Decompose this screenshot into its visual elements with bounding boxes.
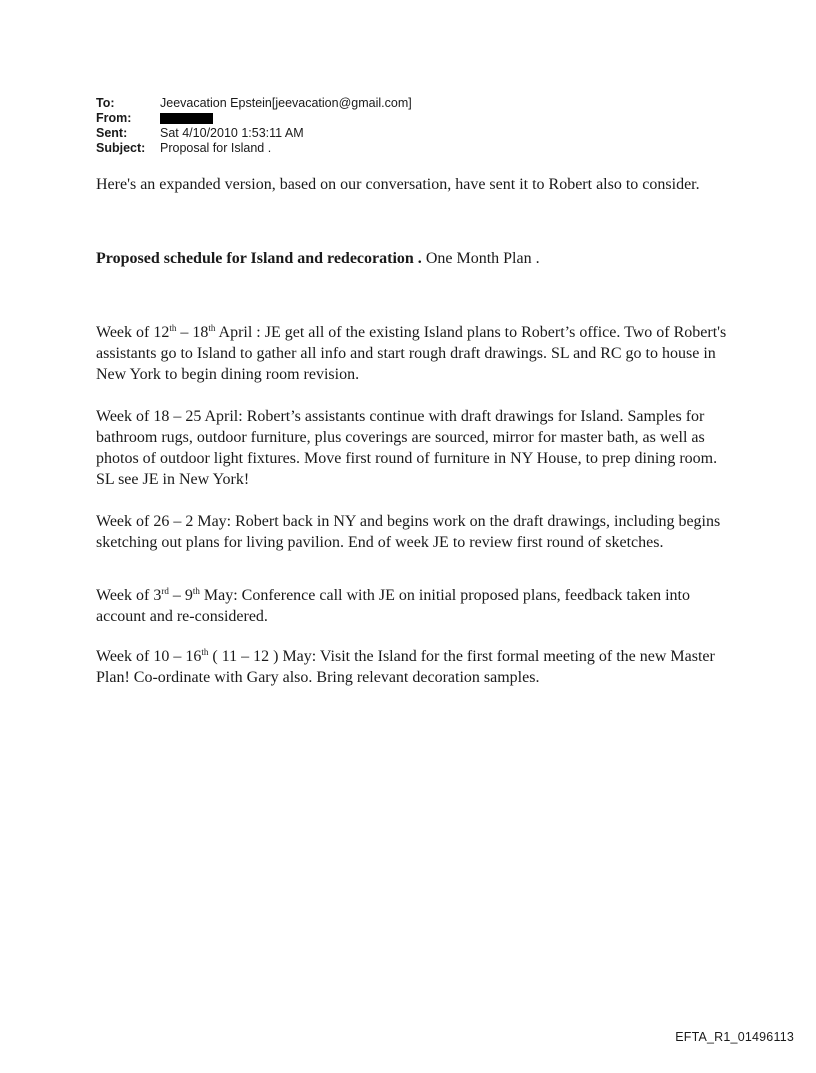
intro-paragraph: Here's an expanded version, based on our conversation, have sent it to Robert also to consider.	[96, 176, 700, 193]
week-1-sup-1: th	[169, 323, 177, 333]
subject-value: Proposal for Island .	[160, 141, 272, 155]
sent-label: Sent:	[96, 126, 128, 140]
plan-title-rest: One Month Plan .	[425, 250, 540, 267]
sent-value: Sat 4/10/2010 1:53:11 AM	[160, 126, 304, 140]
to-label: To:	[96, 96, 115, 110]
week-paragraph-3: Week of 26 – 2 May: Robert back in NY and begins work on the draft drawings, including begins sketching out plans for living pavilion. End of week JE to review first round of sketches.	[96, 513, 721, 551]
week-4-start: Week of 3	[96, 587, 162, 604]
plan-title-bold: Proposed schedule for Island and redecoration .	[96, 250, 422, 267]
week-paragraph-1	[96, 322, 736, 385]
week-paragraph-4	[96, 585, 736, 627]
week-4-mid: – 9	[168, 587, 193, 604]
week-5-sup-1: th	[201, 647, 209, 657]
week-4-sup-1: rd	[161, 586, 169, 596]
email-header	[96, 96, 412, 156]
subject-row	[96, 141, 412, 156]
redaction-bar	[160, 113, 213, 124]
week-1-start: Week of 12	[96, 324, 170, 341]
subject-label: Subject:	[96, 141, 146, 155]
to-row	[96, 96, 412, 111]
week-5-text: ( 11 – 12 ) May: Visit the Island for the first formal meeting of the new Master Plan! Co-ordinate with Gary also. Bring relevant decoration samples.	[96, 648, 715, 686]
week-paragraph-5	[96, 646, 736, 688]
sent-row	[96, 126, 412, 141]
week-4-sup-2: th	[192, 586, 200, 596]
document-id: EFTA_R1_01496113	[675, 1030, 794, 1044]
plan-title	[96, 248, 736, 269]
to-value: Jeevacation Epstein[jeevacation@gmail.com]	[160, 96, 412, 110]
week-1-sup-2: th	[208, 323, 216, 333]
week-4-text: May: Conference call with JE on initial proposed plans, feedback taken into account and re-considered.	[96, 587, 690, 625]
week-1-mid: – 18	[176, 324, 209, 341]
week-5-start: Week of 10 – 16	[96, 648, 202, 665]
from-label: From:	[96, 111, 132, 125]
week-paragraph-2: Week of 18 – 25 April: Robert’s assistants continue with draft drawings for Island. Samples for bathroom rugs, outdoor furniture, plus coverings are sourced, mirror for master bath, as well as photos of outdoor light fixtures. Move first round of furniture in NY House, to prep dining room. SL see JE in New York!	[96, 408, 718, 488]
from-row	[96, 111, 412, 126]
week-1-text: April : JE get all of the existing Island plans to Robert’s office. Two of Robert's assistants go to Island to gather all info and start rough draft drawings. SL and RC go to house in New York to begin dining room revision.	[96, 324, 727, 383]
